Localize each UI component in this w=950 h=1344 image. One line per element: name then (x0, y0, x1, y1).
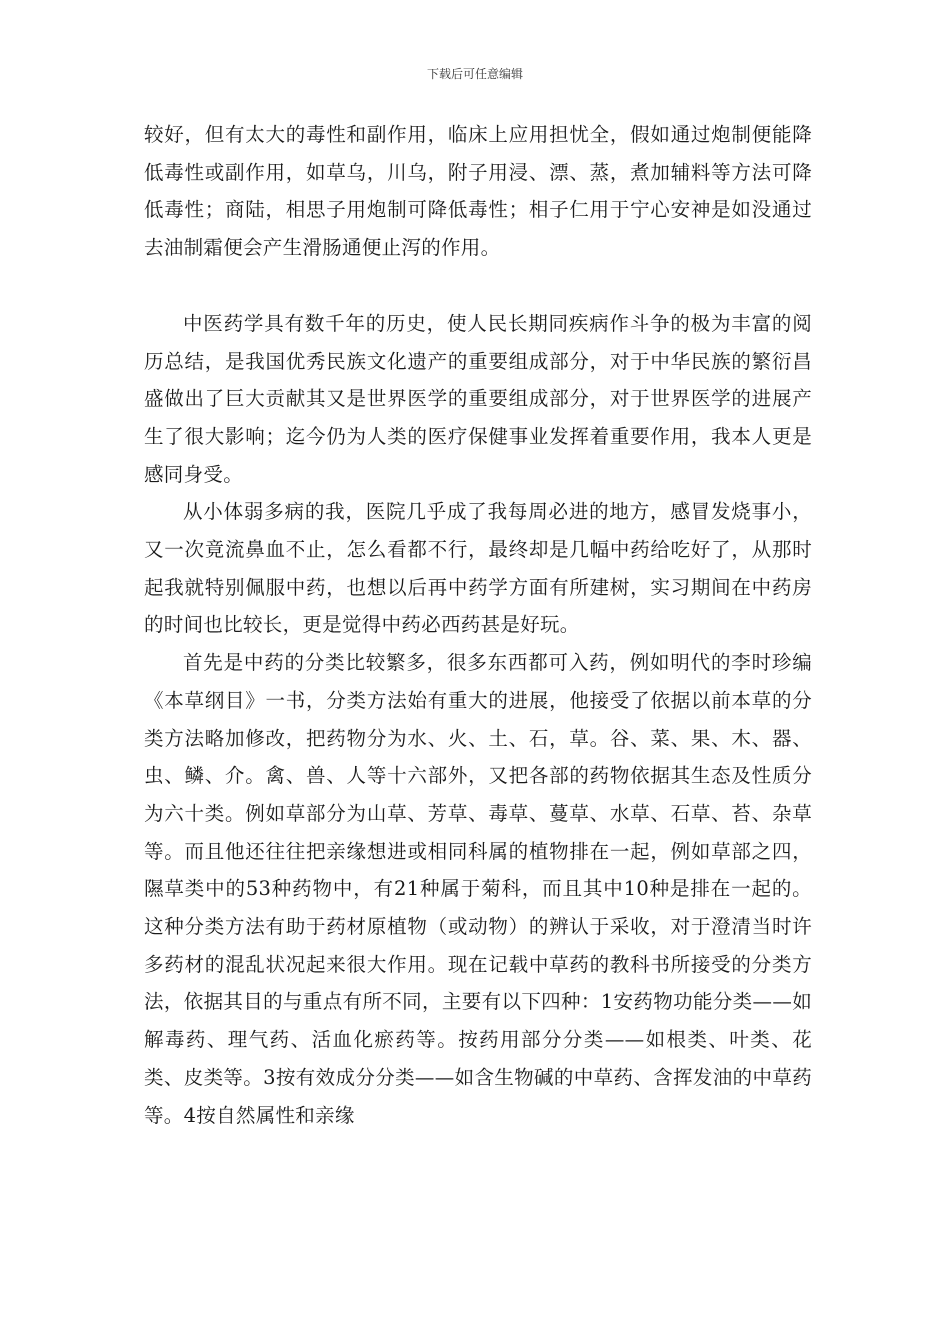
paragraph-classification: 首先是中药的分类比较繁多，很多东西都可入药，例如明代的李时珍编《本草纲目》一书，分类方法始有重大的进展，他接受了依据以前本草的分类方法略加修改，把药物分为水、火、土、石，草。谷、菜、果、木、器、虫、鳞、介。禽、兽、人等十六部外，又把各部的药物依据其生态及性质分为六十类。例如草部分为山草、芳草、毒草、蔓草、水草、石草、苔、杂草等。而且他还往往把亲缘想进或相同科属的植物排在一起，例如草部之四，隰草类中的53种药物中，有21种属于菊科，而且其中10种是排在一起的。这种分类方法有助于药材原植物（或动物）的辨认于采收，对于澄清当时许多药材的混乱状况起来很大作用。现在记载中草药的教科书所接受的分类方法，依据其目的与重点有所不同，主要有以下四种：1安药物功能分类——如解毒药、理气药、活血化瘀药等。按药用部分分类——如根类、叶类、花类、皮类等。3按有效成分分类——如含生物碱的中草药、含挥发油的中草药等。4按自然属性和亲缘 (144, 651, 812, 1127)
document-body (144, 116, 812, 1134)
paragraph-history: 中医药学具有数千年的历史，使人民长期同疾病作斗争的极为丰富的阅历总结，是我国优秀民族文化遗产的重要组成部分，对于中华民族的繁衍昌盛做出了巨大贡献其又是世界医学的重要组成部分，对于世界医学的进展产生了很大影响；迄今仍为人类的医疗保健事业发挥着重要作用，我本人更是感同身受。 (144, 311, 812, 486)
paragraph-continuation: 较好，但有太大的毒性和副作用，临床上应用担忧全，假如通过炮制便能降低毒性或副作用，如草乌，川乌，附子用浸、漂、蒸，煮加辅料等方法可降低毒性；商陆，相思子用炮制可降低毒性；相子仁用于宁心安神是如没通过去油制霜便会产生滑肠通便止泻的作用。 (144, 123, 812, 260)
page-header-note: 下载后可任意编辑 (426, 67, 523, 81)
paragraph-spacer (144, 267, 812, 305)
paragraph-personal: 从小体弱多病的我，医院几乎成了我每周必进的地方，感冒发烧事小，又一次竟流鼻血不止，怎么看都不行，最终却是几幅中药给吃好了，从那时起我就特别佩服中药，也想以后再中药学方面有所建树，实习期间在中药房的时间也比较长，更是觉得中药必西药甚是好玩。 (144, 500, 812, 637)
